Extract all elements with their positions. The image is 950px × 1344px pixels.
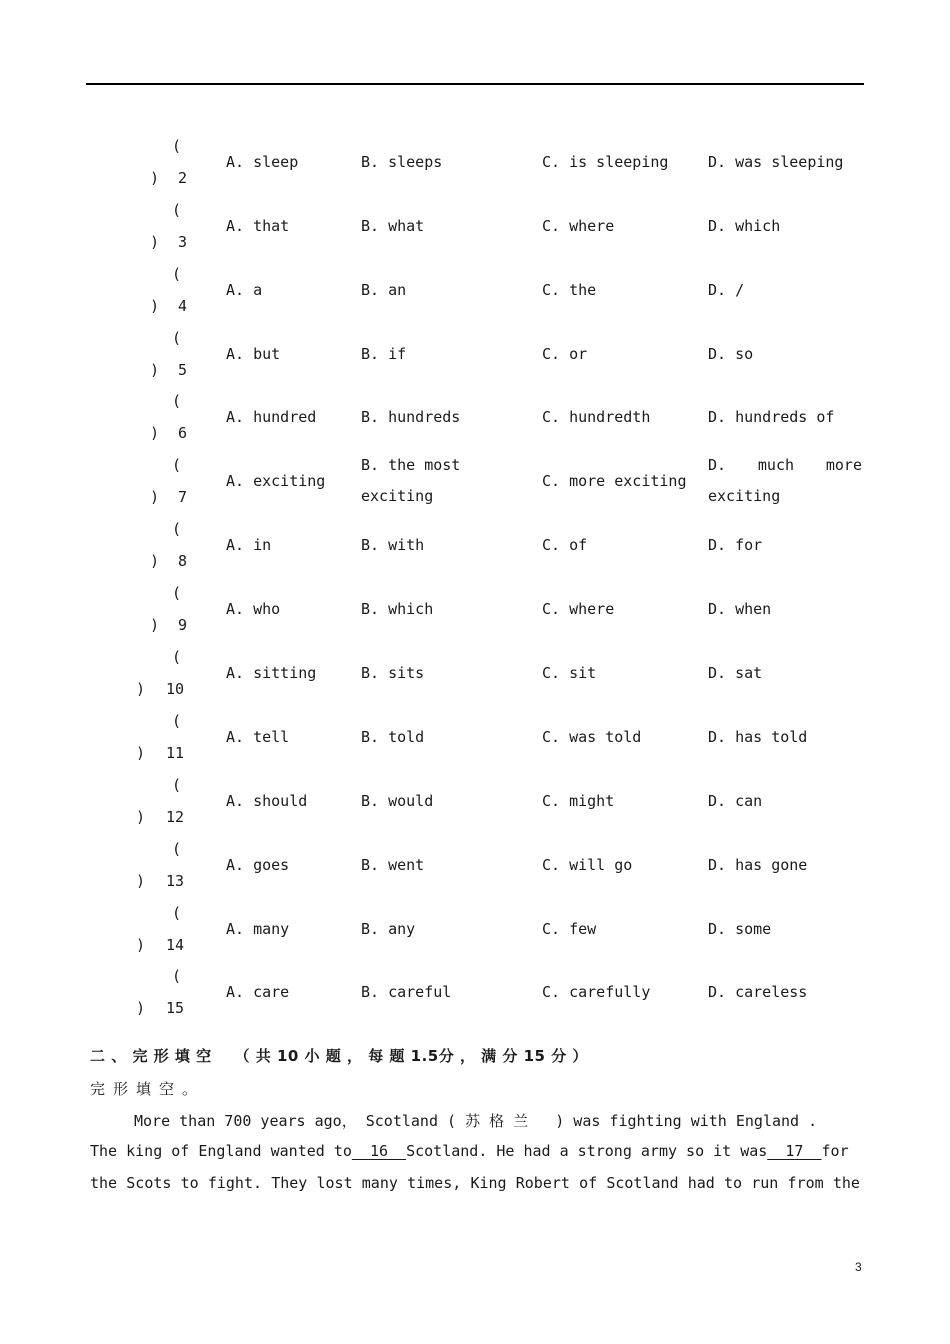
passage-line-2-end: for — [821, 1142, 849, 1160]
option-c: C. or — [542, 345, 588, 363]
option-a: A. care — [226, 983, 290, 1001]
answer-paren-open: ( — [172, 137, 182, 155]
option-a: A. many — [226, 920, 290, 938]
answer-paren-open: ( — [172, 456, 182, 474]
section-heading: 二 、 完 形 填 空 （ 共 10 小 题 ， 每 题 1.5分 ， 满 分 15 分 ） — [90, 1047, 588, 1065]
option-a: A. tell — [226, 728, 290, 746]
option-a: A. goes — [226, 856, 290, 874]
section-subheading: 完形填空。 — [90, 1080, 206, 1098]
option-a: A. sleep — [226, 153, 299, 171]
answer-paren-close: ) — [136, 680, 146, 698]
passage-word: from — [787, 1174, 824, 1192]
passage-line-3 — [90, 1174, 860, 1192]
question-number: 4 — [178, 297, 188, 315]
option-c: C. will go — [542, 856, 633, 874]
question-number: 9 — [178, 616, 188, 634]
option-c: C. hundredth — [542, 408, 651, 426]
question-number: 2 — [178, 169, 188, 187]
option-b: B. sits — [361, 664, 425, 682]
question-row — [0, 265, 950, 329]
option-d: D. which — [708, 217, 781, 235]
answer-paren-close: ) — [150, 361, 160, 379]
passage-word: Robert — [515, 1174, 570, 1192]
option-d-word: much — [757, 456, 795, 474]
question-row — [0, 904, 950, 968]
passage-word: the — [832, 1174, 860, 1192]
passage-line-2 — [90, 1142, 860, 1160]
option-d: D. for — [708, 536, 763, 554]
passage-word: fight. — [207, 1174, 263, 1192]
question-row — [0, 648, 950, 712]
option-c: C. carefully — [542, 983, 651, 1001]
question-number: 6 — [178, 424, 188, 442]
option-a: A. sitting — [226, 664, 317, 682]
blank-16: 16 — [351, 1142, 407, 1160]
option-d: D. when — [708, 600, 772, 618]
answer-paren-open: ( — [172, 967, 182, 985]
question-number: 12 — [166, 808, 185, 826]
option-a: A. that — [226, 217, 290, 235]
answer-paren-close: ) — [150, 233, 160, 251]
option-d-line1 — [708, 456, 862, 474]
question-number: 5 — [178, 361, 188, 379]
option-d-word: D. — [708, 456, 727, 474]
option-b: B. an — [361, 281, 407, 299]
answer-paren-open: ( — [172, 329, 182, 347]
option-a: A. exciting — [226, 472, 326, 490]
passage-word: many — [361, 1174, 398, 1192]
option-d: D. so — [708, 345, 754, 363]
passage-word: Scots — [126, 1174, 172, 1192]
option-c: C. the — [542, 281, 597, 299]
option-a: A. should — [226, 792, 308, 810]
answer-paren-close: ) — [150, 424, 160, 442]
answer-paren-close: ) — [136, 744, 146, 762]
option-a: A. a — [226, 281, 263, 299]
passage-word: to — [724, 1174, 743, 1192]
passage-word: lost — [316, 1174, 353, 1192]
option-a: A. hundred — [226, 408, 317, 426]
answer-paren-close: ) — [136, 936, 146, 954]
option-b: B. what — [361, 217, 425, 235]
option-d: D. has told — [708, 728, 808, 746]
option-d: D. some — [708, 920, 772, 938]
option-b: B. if — [361, 345, 407, 363]
option-c: C. few — [542, 920, 597, 938]
option-c: C. where — [542, 217, 615, 235]
option-a: A. who — [226, 600, 281, 618]
blank-17: 17 — [767, 1142, 822, 1160]
option-c: C. is sleeping — [542, 153, 669, 171]
question-row — [0, 712, 950, 776]
passage-word: They — [271, 1174, 308, 1192]
answer-paren-open: ( — [172, 904, 182, 922]
option-b-line2: exciting — [361, 487, 434, 505]
option-d-line2: exciting — [708, 487, 781, 505]
question-row — [0, 137, 950, 201]
passage-word: King — [470, 1174, 507, 1192]
option-d: D. / — [708, 281, 745, 299]
answer-paren-close: ) — [150, 616, 160, 634]
answer-paren-open: ( — [172, 265, 182, 283]
header-rule — [86, 83, 864, 85]
passage-word: had — [687, 1174, 715, 1192]
option-b: B. careful — [361, 983, 452, 1001]
question-number: 11 — [166, 744, 185, 762]
option-d: D. sat — [708, 664, 763, 682]
option-d: D. hundreds of — [708, 408, 835, 426]
option-a: A. but — [226, 345, 281, 363]
question-row — [0, 840, 950, 904]
answer-paren-close: ) — [150, 488, 160, 506]
option-c: C. sit — [542, 664, 597, 682]
option-c: C. was told — [542, 728, 642, 746]
answer-paren-close: ) — [136, 872, 146, 890]
answer-paren-close: ) — [150, 297, 160, 315]
question-row — [0, 201, 950, 265]
question-row — [0, 456, 950, 520]
passage-line-2-mid: Scotland. He had a strong army so it was — [406, 1142, 768, 1160]
answer-paren-open: ( — [172, 648, 182, 666]
answer-paren-open: ( — [172, 840, 182, 858]
option-c: C. more exciting — [542, 472, 687, 490]
option-d: D. careless — [708, 983, 808, 1001]
option-d: D. was sleeping — [708, 153, 844, 171]
option-c: C. where — [542, 600, 615, 618]
question-row — [0, 967, 950, 1031]
question-row — [0, 329, 950, 393]
passage-word: to — [180, 1174, 199, 1192]
answer-paren-open: ( — [172, 776, 182, 794]
question-row — [0, 776, 950, 840]
option-b-line1: B. the most — [361, 456, 461, 474]
option-b: B. with — [361, 536, 425, 554]
option-c: C. of — [542, 536, 588, 554]
answer-paren-close: ) — [150, 169, 160, 187]
option-b: B. went — [361, 856, 425, 874]
passage-word: times, — [407, 1174, 462, 1192]
question-number: 15 — [166, 999, 185, 1017]
question-number: 3 — [178, 233, 188, 251]
option-a: A. in — [226, 536, 272, 554]
question-number: 7 — [178, 488, 188, 506]
question-number: 13 — [166, 872, 185, 890]
passage-line-2-start: The king of England wanted to — [90, 1142, 352, 1160]
answer-paren-open: ( — [172, 712, 182, 730]
page-number: 3 — [855, 1260, 862, 1274]
question-number: 8 — [178, 552, 188, 570]
answer-paren-close: ) — [136, 999, 146, 1017]
option-b: B. any — [361, 920, 416, 938]
passage-word: the — [90, 1174, 118, 1192]
answer-paren-open: ( — [172, 392, 182, 410]
question-row — [0, 584, 950, 648]
passage-word: Scotland — [606, 1174, 679, 1192]
option-b: B. which — [361, 600, 434, 618]
question-row — [0, 392, 950, 456]
answer-paren-open: ( — [172, 584, 182, 602]
answer-paren-open: ( — [172, 201, 182, 219]
option-d: D. can — [708, 792, 763, 810]
option-d: D. has gone — [708, 856, 808, 874]
option-c: C. might — [542, 792, 615, 810]
answer-paren-open: ( — [172, 520, 182, 538]
option-b: B. told — [361, 728, 425, 746]
answer-paren-close: ) — [150, 552, 160, 570]
question-number: 14 — [166, 936, 185, 954]
option-b: B. sleeps — [361, 153, 443, 171]
answer-paren-close: ) — [136, 808, 146, 826]
question-row — [0, 520, 950, 584]
passage-word: run — [751, 1174, 779, 1192]
option-d-word: more — [825, 456, 862, 474]
option-b: B. hundreds — [361, 408, 461, 426]
passage-line-1: More than 700 years ago， Scotland ( 苏 格 兰 ) was fighting with England . — [134, 1112, 818, 1130]
passage-word: of — [579, 1174, 598, 1192]
option-b: B. would — [361, 792, 434, 810]
question-number: 10 — [166, 680, 185, 698]
